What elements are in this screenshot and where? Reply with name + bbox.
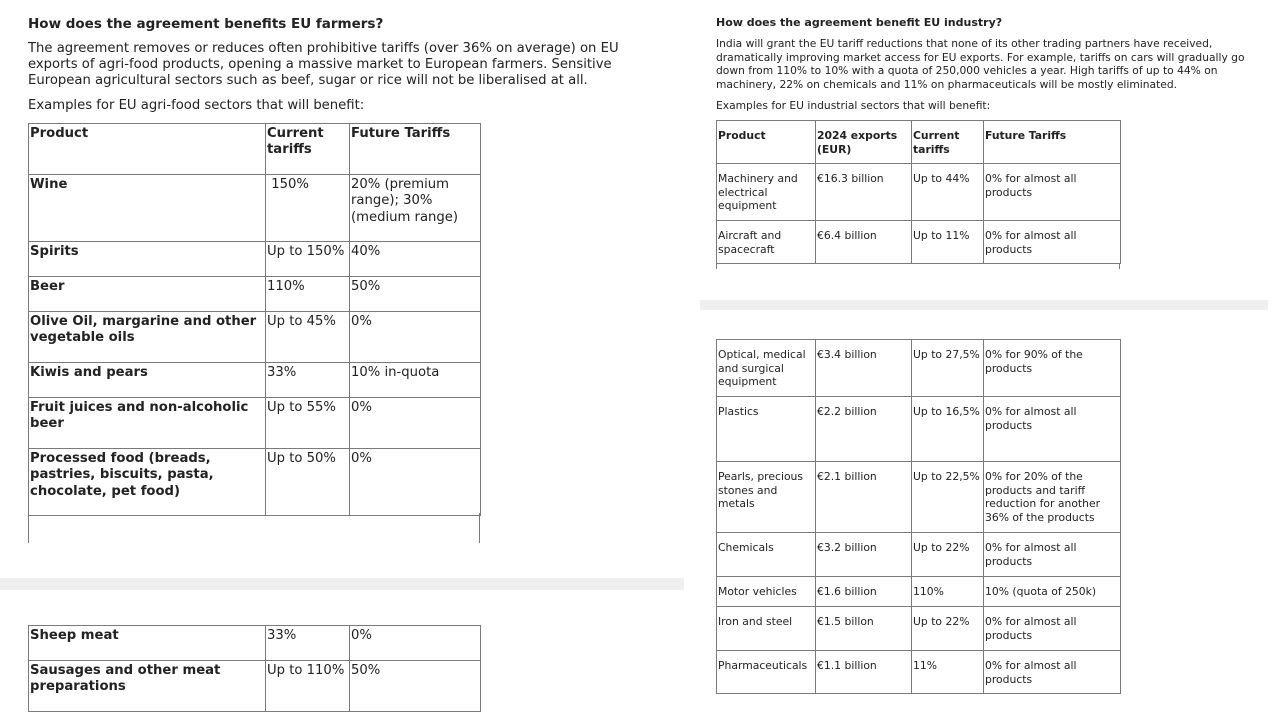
current-tariff-cell: Up to 22% [912,533,984,577]
table-row [717,221,1121,264]
table-row [29,363,481,398]
exports-cell: €2.1 billion [816,462,912,533]
industry-examples-label: Examples for EU industrial sectors that will benefit: [716,99,991,112]
table-cut-edge [716,263,1120,269]
exports-cell: €1.6 billion [816,577,912,607]
exports-cell: €6.4 billion [816,221,912,264]
header-current-tariffs: Current tariffs [266,124,350,175]
exports-cell: €1.5 billon [816,607,912,651]
product-cell: Beer [29,277,266,312]
header-product: Product [717,121,816,164]
exports-cell: €1.1 billion [816,651,912,694]
product-cell: Plastics [717,397,816,462]
current-tariff-cell: Up to 22,5% [912,462,984,533]
current-tariff-cell: 11% [912,651,984,694]
future-tariff-cell: 0% for almost all products [984,651,1121,694]
current-tariff-cell: 110% [266,277,350,312]
product-cell: Chemicals [717,533,816,577]
table-row [29,175,481,242]
page-break-band [700,300,1268,310]
industry-title: How does the agreement benefit EU industry? [716,16,1003,29]
table-row [717,577,1121,607]
future-tariff-cell: 10% in-quota [350,363,481,398]
current-tariff-cell: Up to 50% [266,449,350,516]
farmers-examples-label: Examples for EU agri-food sectors that will benefit: [28,98,365,113]
product-cell: Processed food (breads, pastries, biscuits, pasta, chocolate, pet food) [29,449,266,516]
industry-tariff-table-continued [716,339,1121,694]
table-row [717,607,1121,651]
future-tariff-cell: 20% (premium range); 30% (medium range) [350,175,481,242]
table-row [29,312,481,363]
current-tariff-cell: 150% [266,175,350,242]
future-tariff-cell: 0% for almost all products [984,221,1121,264]
current-tariff-cell: Up to 22% [912,607,984,651]
product-cell: Fruit juices and non-alcoholic beer [29,398,266,449]
product-cell: Sheep meat [29,626,266,661]
future-tariff-cell: 0% [350,398,481,449]
table-row [717,397,1121,462]
table-row [717,340,1121,397]
product-cell: Olive Oil, margarine and other vegetable oils [29,312,266,363]
product-cell: Kiwis and pears [29,363,266,398]
header-current-tariffs: Current tariffs [912,121,984,164]
product-cell: Aircraft and spacecraft [717,221,816,264]
farmers-tariff-table-continued [28,625,481,712]
table-row [717,651,1121,694]
industry-tariff-table [716,120,1121,264]
table-row [29,626,481,661]
table-row [29,277,481,312]
current-tariff-cell: Up to 45% [266,312,350,363]
page-break-band [0,578,684,590]
current-tariff-cell: Up to 110% [266,661,350,712]
table-row [29,242,481,277]
future-tariff-cell: 40% [350,242,481,277]
current-tariff-cell: Up to 16,5% [912,397,984,462]
product-cell: Optical, medical and surgical equipment [717,340,816,397]
exports-cell: €16.3 billion [816,164,912,221]
table-cut-edge [28,513,480,543]
future-tariff-cell: 0% for almost all products [984,164,1121,221]
table-row [29,661,481,712]
table-row [717,462,1121,533]
current-tariff-cell: Up to 44% [912,164,984,221]
table-header-row [717,121,1121,164]
table-row [29,398,481,449]
product-cell: Pearls, precious stones and metals [717,462,816,533]
exports-cell: €3.4 billion [816,340,912,397]
future-tariff-cell: 50% [350,277,481,312]
table-row [717,164,1121,221]
current-tariff-cell: 33% [266,363,350,398]
header-future-tariffs: Future Tariffs [984,121,1121,164]
future-tariff-cell: 10% (quota of 250k) [984,577,1121,607]
future-tariff-cell: 0% for 90% of the products [984,340,1121,397]
header-product: Product [29,124,266,175]
table-row [717,533,1121,577]
product-cell: Motor vehicles [717,577,816,607]
current-tariff-cell: 110% [912,577,984,607]
exports-cell: €2.2 billion [816,397,912,462]
product-cell: Pharmaceuticals [717,651,816,694]
future-tariff-cell: 0% for almost all products [984,607,1121,651]
header-exports: 2024 exports (EUR) [816,121,912,164]
current-tariff-cell: Up to 150% [266,242,350,277]
product-cell: Iron and steel [717,607,816,651]
current-tariff-cell: Up to 55% [266,398,350,449]
exports-cell: €3.2 billion [816,533,912,577]
future-tariff-cell: 0% [350,626,481,661]
future-tariff-cell: 0% [350,449,481,516]
current-tariff-cell: 33% [266,626,350,661]
future-tariff-cell: 50% [350,661,481,712]
current-tariff-cell: Up to 11% [912,221,984,264]
future-tariff-cell: 0% for almost all products [984,397,1121,462]
product-cell: Machinery and electrical equipment [717,164,816,221]
product-cell: Spirits [29,242,266,277]
table-row [29,449,481,516]
product-cell: Wine [29,175,266,242]
header-future-tariffs: Future Tariffs [350,124,481,175]
current-tariff-cell: Up to 27,5% [912,340,984,397]
farmers-title: How does the agreement benefits EU farmers? [28,16,384,32]
farmers-tariff-table [28,123,481,516]
table-header-row [29,124,481,175]
future-tariff-cell: 0% for 20% of the products and tariff reduction for another 36% of the products [984,462,1121,533]
future-tariff-cell: 0% [350,312,481,363]
product-cell: Sausages and other meat preparations [29,661,266,712]
future-tariff-cell: 0% for almost all products [984,533,1121,577]
industry-intro: India will grant the EU tariff reductions that none of its other trading partners have received, dramatically improving market access for EU exports. For example, tariffs on cars will gradually go down from 110% to 10% with a quota of 250,000 vehicles a year. High tariffs of up to 44% on machinery, 22% on chemicals and 11% on pharmaceuticals will be mostly eliminated. [716,37,1245,91]
farmers-intro: The agreement removes or reduces often prohibitive tariffs (over 36% on average) on EU exports of agri-food products, opening a massive market to European farmers. Sensitive European agricultural sectors such as beef, sugar or rice will not be liberalised at all. [28,41,619,88]
